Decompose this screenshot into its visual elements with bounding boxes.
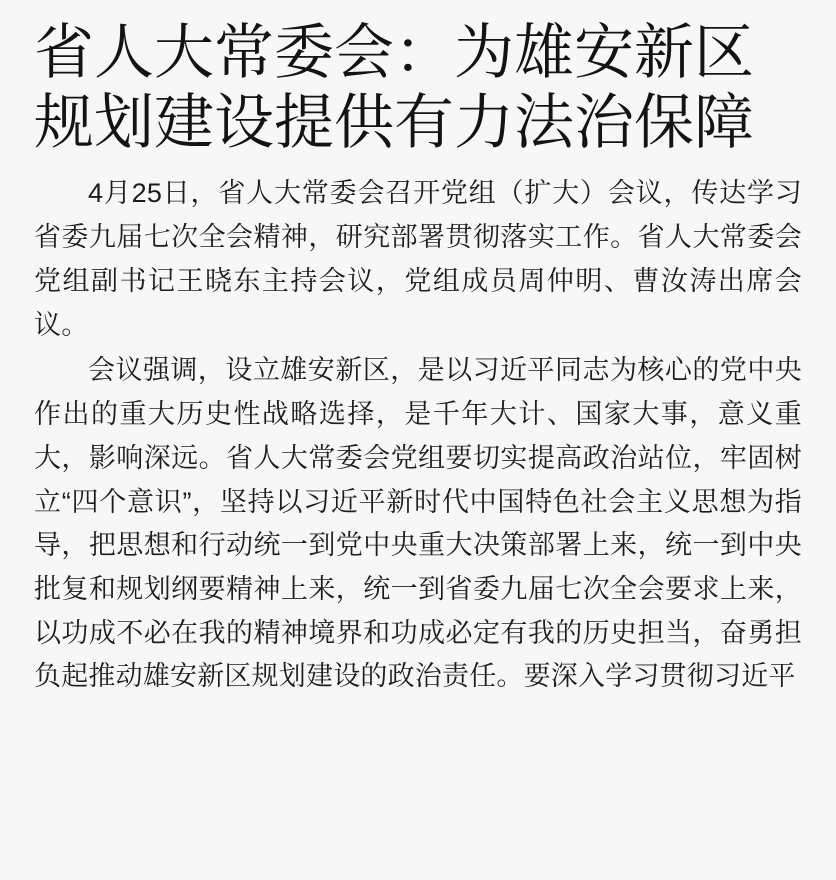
paragraph: 会议强调，设立雄安新区，是以习近平同志为核心的党中央作出的重大历史性战略选择，是千年大计、国家大事，意义重大，影响深远。省人大常委会党组要切实提高政治站位，牢固树立“四个意识”，坚持以习近平新时代中国特色社会主义思想为指导，把思想和行动统一到党中央重大决策部署上来，统一到中央批复和规划纲要精神上来，统一到省委九届七次全会要求上来，以功成不必在我的精神境界和功成必定有我的历史担当，奋勇担负起推动雄安新区规划建设的政治责任。要深入学习贯彻习近平: [34, 355, 802, 692]
article-body: [34, 172, 802, 699]
paragraph: 4月25日，省人大常委会召开党组（扩大）会议，传达学习省委九届七次全会精神，研究部署贯彻落实工作。省人大常委会党组副书记王晓东主持会议，党组成员周仲明、曹汝涛出席会议。: [34, 178, 802, 340]
page-title: 省人大常委会：为雄安新区规划建设提供有力法治保障: [34, 20, 754, 157]
